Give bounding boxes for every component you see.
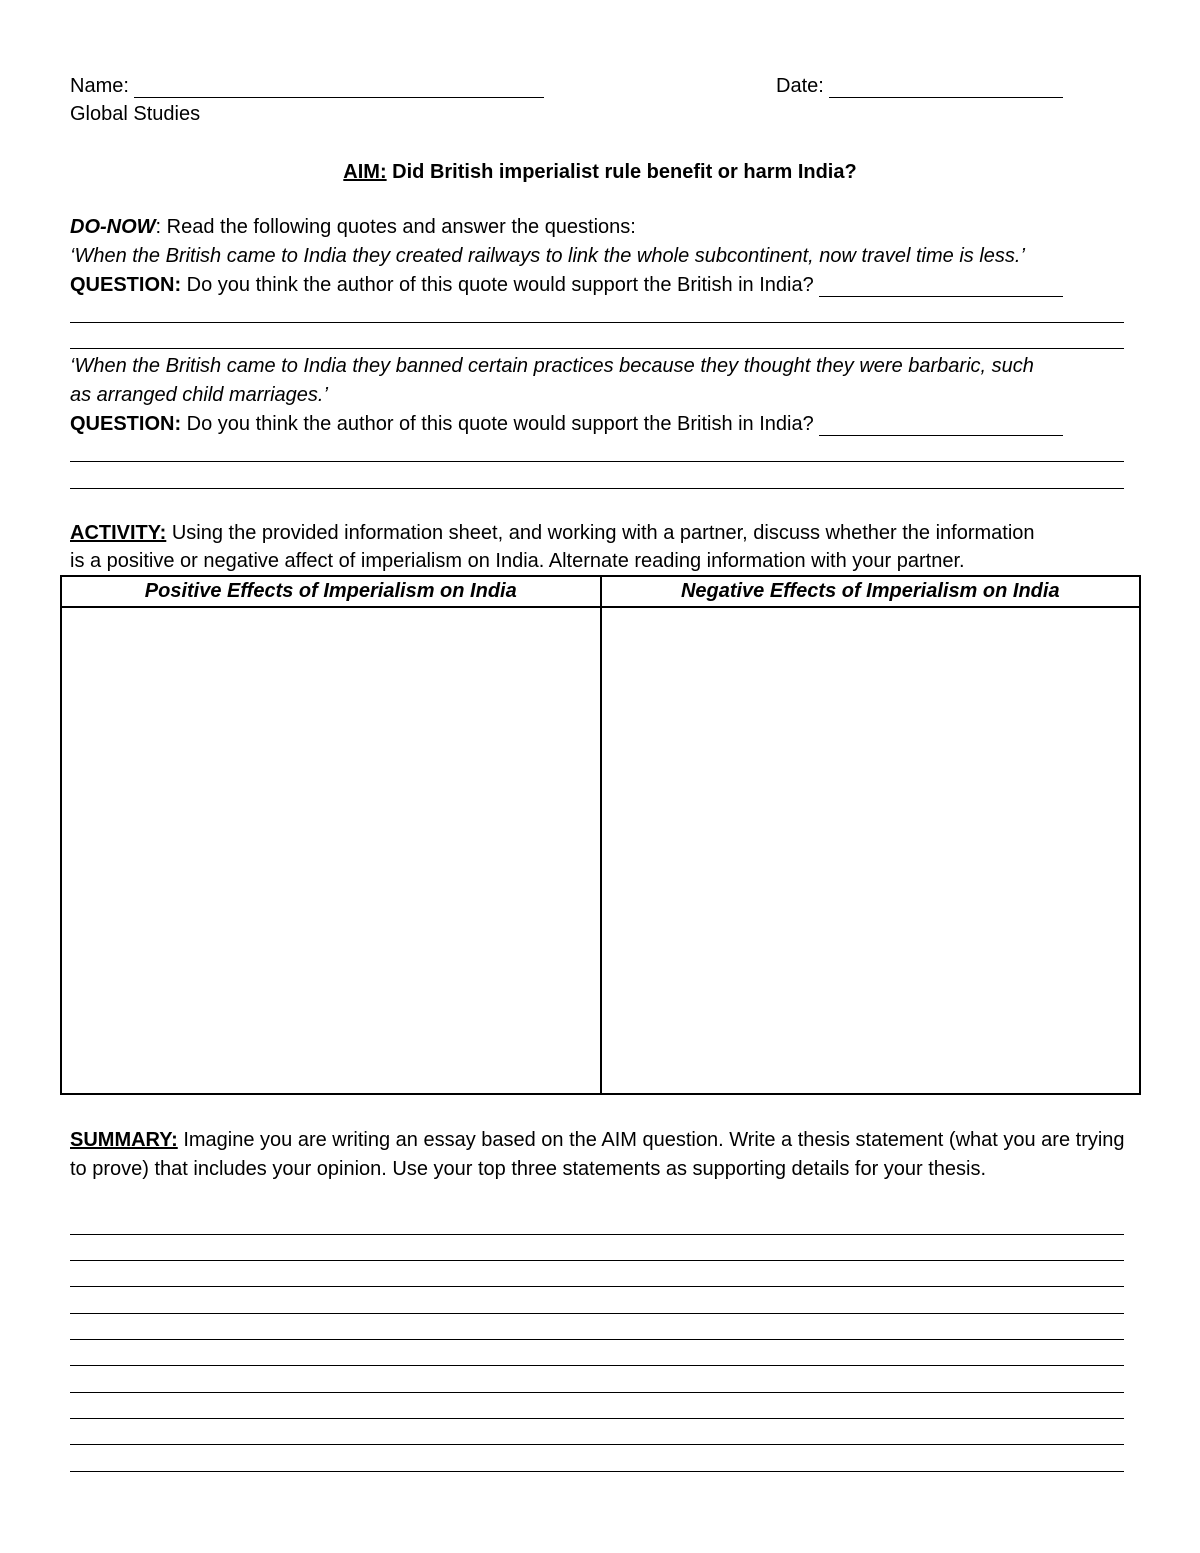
aim-line <box>0 160 1200 184</box>
summary-answer-line[interactable] <box>70 1313 1124 1314</box>
activity-text-1: Using the provided information sheet, and working with a partner, discuss whether the information <box>166 522 1035 544</box>
activity-line-1 <box>70 521 1035 545</box>
summary-label: SUMMARY: <box>70 1129 178 1151</box>
summary-answer-line[interactable] <box>70 1392 1124 1393</box>
aim-question: Did British imperialist rule benefit or harm India? <box>386 161 857 183</box>
question-1-text: Do you think the author of this quote would support the British in India? <box>181 274 814 296</box>
negative-effects-cell[interactable] <box>601 607 1141 1094</box>
summary-answer-line[interactable] <box>70 1471 1124 1472</box>
effects-table <box>60 575 1141 1095</box>
do-now-instruction: : Read the following quotes and answer the questions: <box>155 216 636 238</box>
question-2-text: Do you think the author of this quote would support the British in India? <box>181 413 814 435</box>
name-blank[interactable] <box>134 78 544 98</box>
summary-answer-line[interactable] <box>70 1339 1124 1340</box>
summary-answer-line[interactable] <box>70 1365 1124 1366</box>
summary-answer-line[interactable] <box>70 1418 1124 1419</box>
do-now-label: DO-NOW <box>70 216 156 238</box>
effects-table-header <box>61 576 1140 607</box>
answer-2-line[interactable] <box>70 488 1124 489</box>
question-1-label: QUESTION: <box>70 274 182 296</box>
effects-table-body <box>61 607 1140 1094</box>
answer-2-line[interactable] <box>70 461 1124 462</box>
summary-answer-line[interactable] <box>70 1444 1124 1445</box>
answer-1-line[interactable] <box>70 322 1124 323</box>
answer-1-blank[interactable] <box>819 277 1063 297</box>
quote-2-line-1: ‘When the British came to India they banned certain practices because they thought they were barbaric, such <box>70 355 1034 377</box>
summary-answer-line[interactable] <box>70 1286 1124 1287</box>
negative-effects-header: Negative Effects of Imperialism on India <box>601 576 1141 607</box>
question-2 <box>70 412 1063 436</box>
question-1 <box>70 273 1063 297</box>
activity-label: ACTIVITY: <box>70 522 167 544</box>
summary-answer-line[interactable] <box>70 1260 1124 1261</box>
quote-2-line-2: as arranged child marriages.’ <box>70 384 328 406</box>
name-label: Name: <box>70 75 129 97</box>
date-field <box>776 74 1063 98</box>
activity-line-2: is a positive or negative affect of imperialism on India. Alternate reading information with your partner. <box>70 550 965 572</box>
date-blank[interactable] <box>829 78 1063 98</box>
course-name: Global Studies <box>70 103 201 125</box>
date-label: Date: <box>776 75 824 97</box>
aim-label: AIM: <box>343 161 387 183</box>
answer-1-line[interactable] <box>70 348 1124 349</box>
summary-paragraph <box>70 1126 1130 1184</box>
positive-effects-cell[interactable] <box>61 607 601 1094</box>
question-2-label: QUESTION: <box>70 413 182 435</box>
quote-1: ‘When the British came to India they created railways to link the whole subcontinent, now travel time is less.’ <box>70 245 1025 267</box>
do-now-heading <box>70 215 636 239</box>
name-field <box>70 74 544 98</box>
summary-answer-line[interactable] <box>70 1234 1124 1235</box>
positive-effects-header: Positive Effects of Imperialism on India <box>61 576 601 607</box>
summary-text: Imagine you are writing an essay based on the AIM question. Write a thesis statement (what you are trying to prove) that includes your opinion. Use your top three statements as supporting details for your thesis. <box>70 1129 1125 1180</box>
answer-2-blank[interactable] <box>819 416 1063 436</box>
